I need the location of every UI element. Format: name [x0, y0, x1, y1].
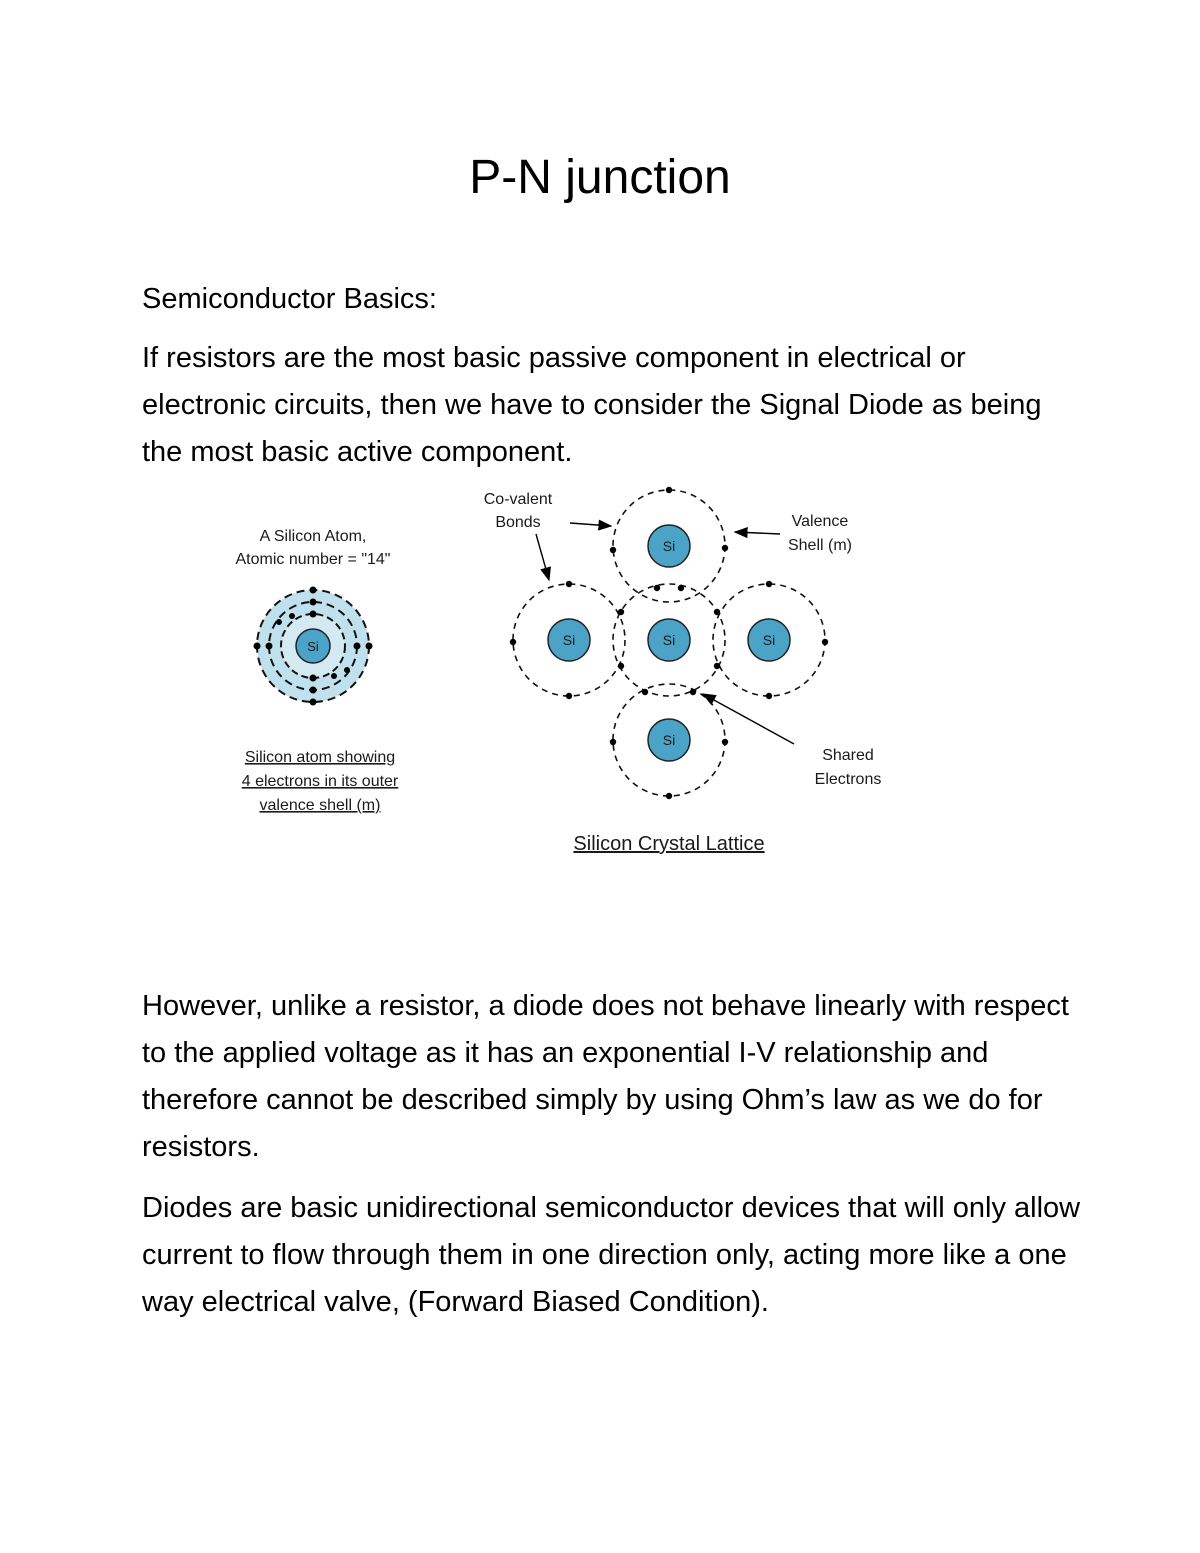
atom-title-line2: Atomic number = "14": [235, 551, 391, 568]
atom-nucleus-label: Si: [307, 639, 319, 654]
covalent-label-line2: Bonds: [495, 514, 541, 531]
atom-caption-line1: Silicon atom showing: [244, 749, 396, 766]
page-title: P-N junction: [469, 151, 731, 204]
shared-electrons-arrow: [703, 694, 794, 744]
valence-arrow: [735, 532, 780, 534]
silicon-diagram: [200, 478, 920, 868]
covalent-label-line1: Co-valent: [483, 491, 553, 508]
lattice-nucleus-label-right: Si: [762, 632, 776, 648]
valence-label-line2: Shell (m): [787, 537, 853, 554]
atom-title-line1: A Silicon Atom,: [259, 528, 367, 545]
covalent-arrow-down: [536, 534, 549, 580]
shared-label-line1: Shared: [822, 747, 874, 764]
lattice-nucleus-label-top: Si: [662, 538, 676, 554]
atom-caption-line2: 4 electrons in its outer: [241, 773, 399, 790]
covalent-arrow-right: [570, 523, 611, 526]
shared-label-line2: Electrons: [814, 771, 882, 788]
nonlinear-paragraph: However, unlike a resistor, a diode does not behave linearly with respect to the applied voltage as it has an exponential I-V relationship and therefore cannot be described simply by using Ohm’s law as we do for resistors.: [142, 990, 1069, 1163]
intro-paragraph: If resistors are the most basic passive component in electrical or electronic circuits, then we have to consider the Signal Diode as being the most basic active component.: [142, 342, 1042, 468]
silicon-crystal-lattice: [510, 487, 828, 799]
lattice-nucleus-label-left: Si: [562, 632, 576, 648]
unidirectional-paragraph: Diodes are basic unidirectional semiconductor devices that will only allow current to flow through them in one direction only, acting more like a one way electrical valve, (Forward Biased Condition).: [142, 1192, 1081, 1318]
valence-label-line1: Valence: [791, 513, 849, 530]
single-silicon-atom: [254, 587, 373, 706]
section-heading: Semiconductor Basics:: [142, 283, 437, 315]
lattice-caption: Silicon Crystal Lattice: [573, 833, 765, 855]
lattice-nucleus-label-center: Si: [662, 632, 676, 648]
silicon-atom-figure: [200, 478, 920, 868]
lattice-nucleus-label-bottom: Si: [662, 732, 676, 748]
atom-caption-line3: valence shell (m): [259, 797, 381, 814]
